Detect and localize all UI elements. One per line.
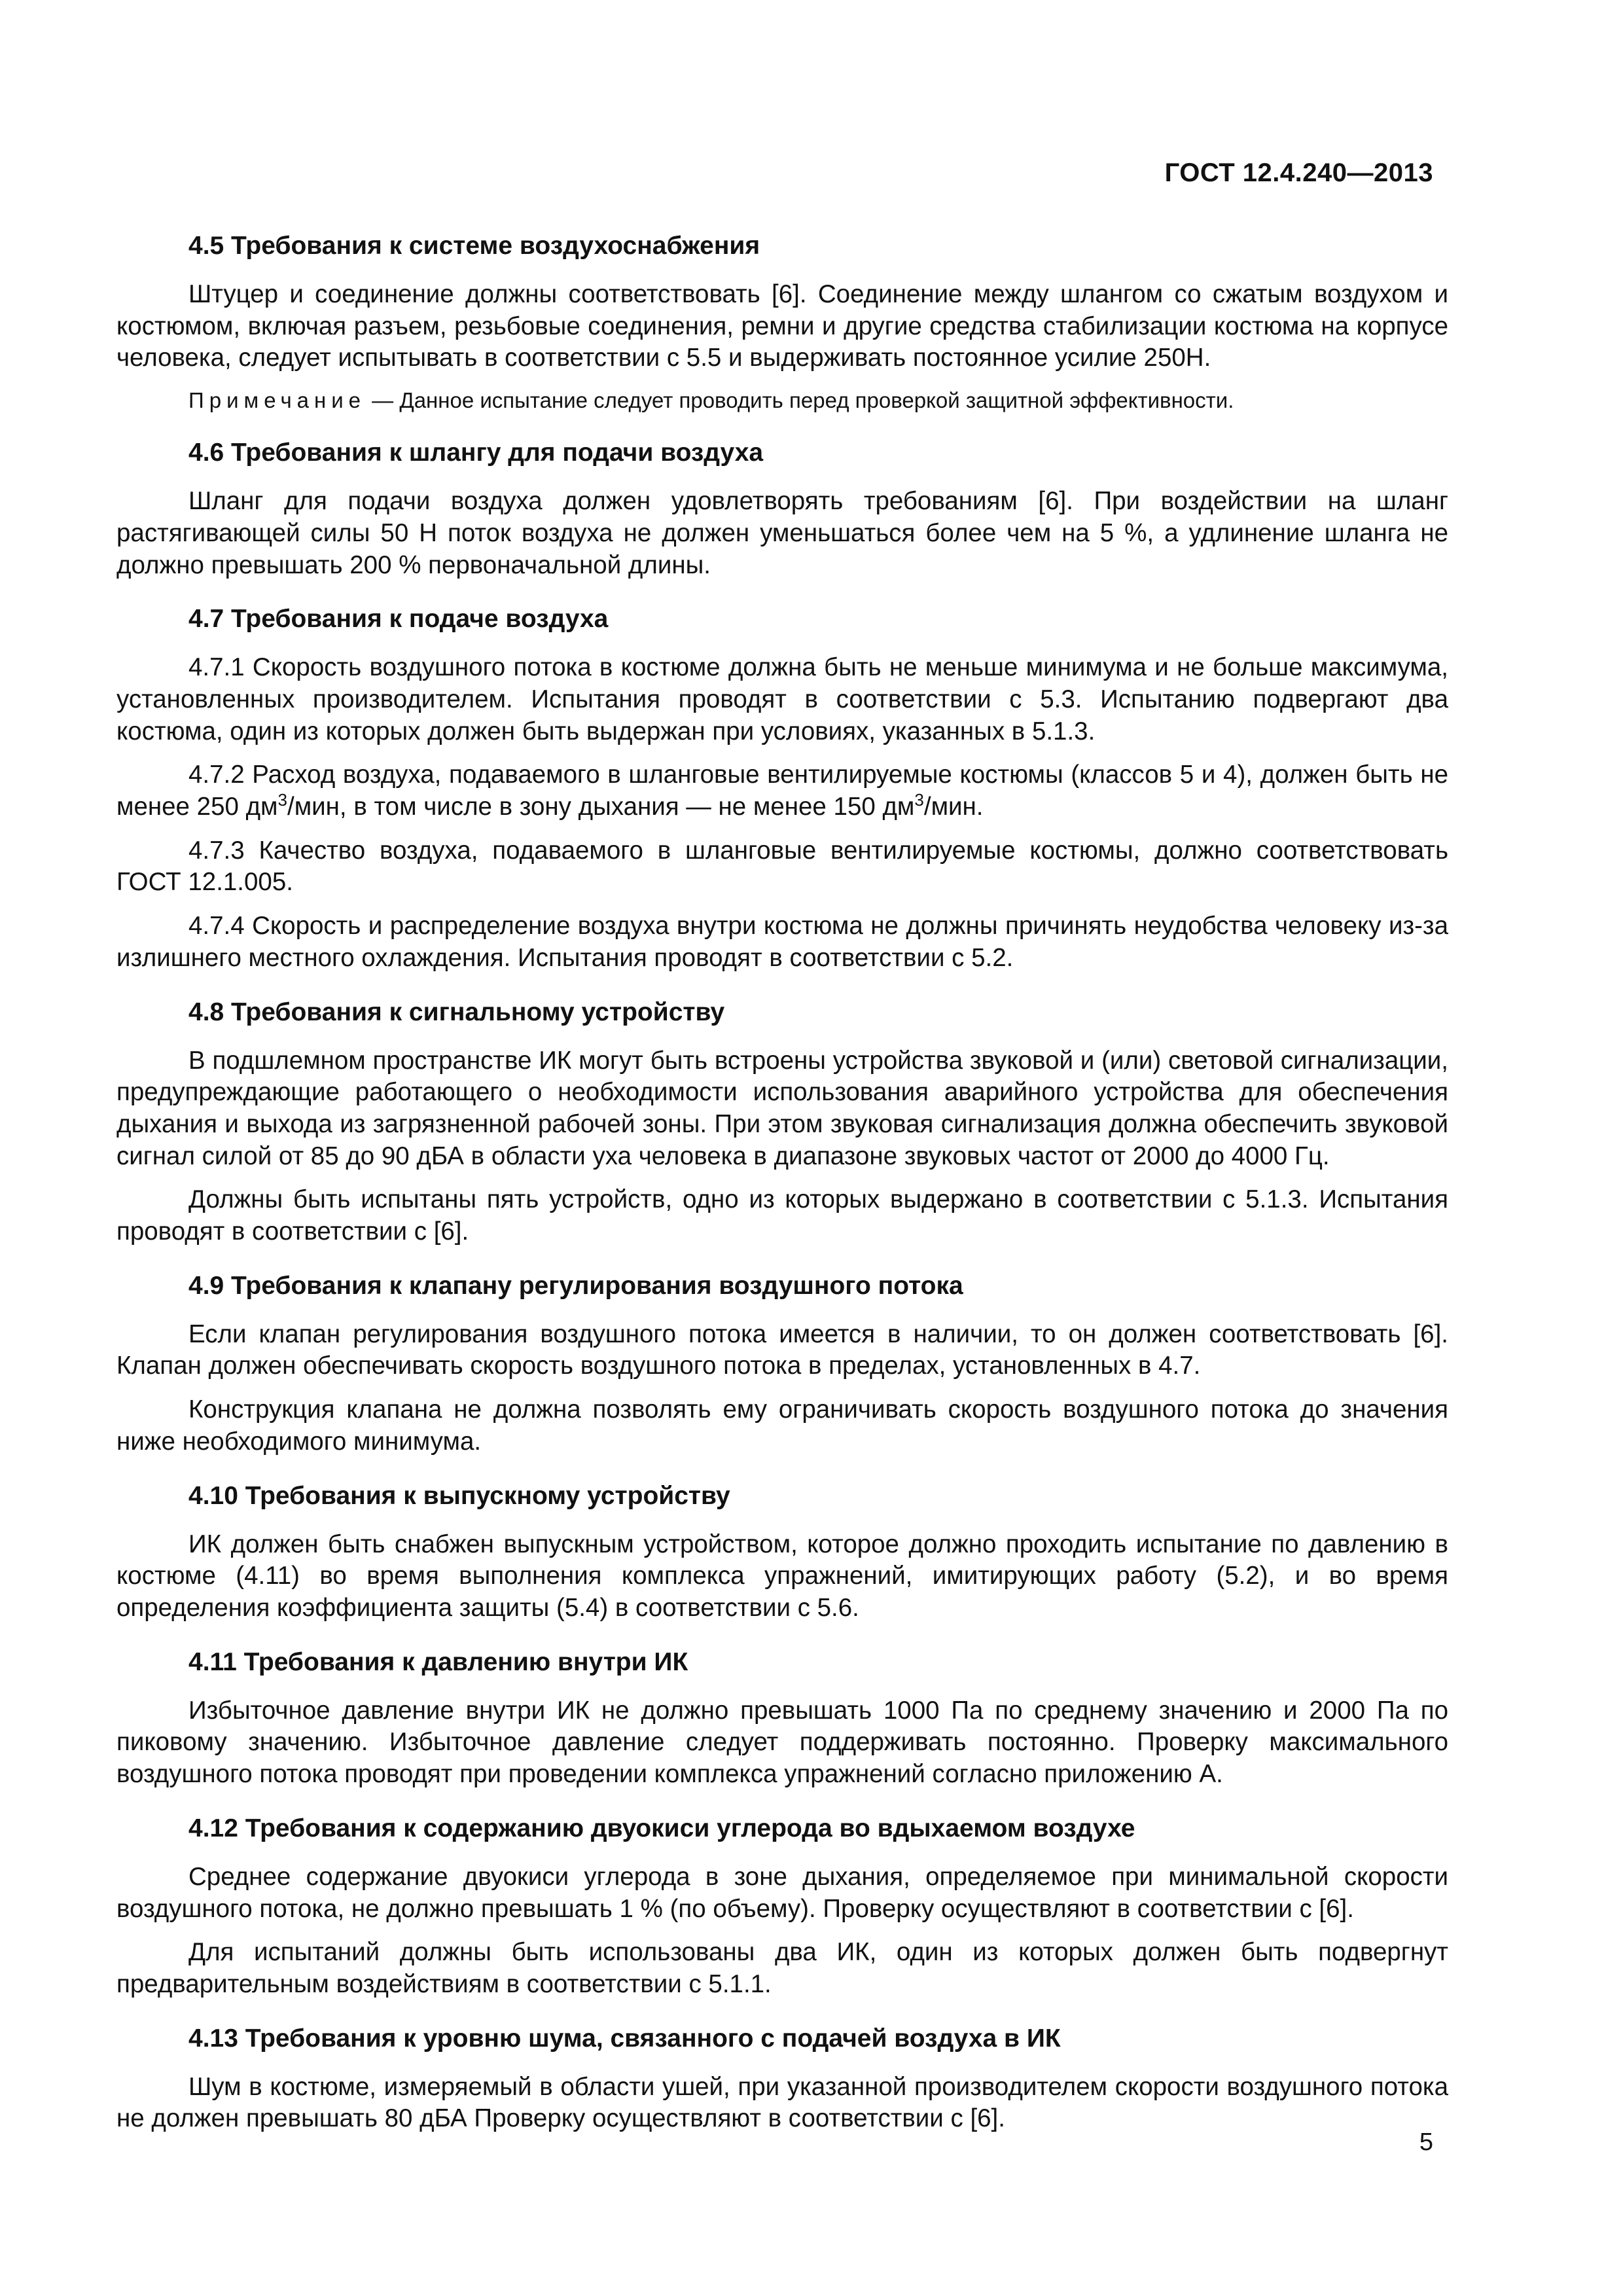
page-number: 5 xyxy=(1419,2128,1433,2156)
section-4-12 xyxy=(116,1813,1448,2001)
paragraph: 4.7.4 Скорость и распределение воздуха внутри костюма не должны причинять неудобства человеку из-за излишнего местного охлаждения. Испытания проводят в соответствии с 5.2. xyxy=(116,912,1448,972)
section-4-10 xyxy=(116,1480,1448,1624)
paragraph xyxy=(116,759,1448,823)
paragraph-part: /мин, в том числе в зону дыхания — не менее 150 дм xyxy=(287,793,915,821)
paragraph: Если клапан регулирования воздушного потока имеется в наличии, то он должен соответствовать [6]. Клапан должен обеспечивать скорость воздушного потока в пределах, установленных в 4.7. xyxy=(116,1319,1448,1380)
section-heading: 4.5 Требования к системе воздухоснабжения xyxy=(188,232,760,260)
paragraph: 4.7.1 Скорость воздушного потока в костюме должна быть не меньше минимума и не больше максимума, установленных производителем. Испытания проводят в соответствии с 5.3. Испытанию подвергают два костюма, один из которых должен быть выдержан при условиях, указанных в 5.1.3. xyxy=(116,653,1448,745)
section-4-9 xyxy=(116,1270,1448,1458)
paragraph: Шланг для подачи воздуха должен удовлетворять требованиям [6]. При воздействии на шланг растягивающей силы 50 Н поток воздуха не должен уменьшаться более чем на 5 %, а удлинение шланга не должно превышать 200 % первоначальной длины. xyxy=(116,487,1448,579)
note xyxy=(116,386,1448,415)
paragraph: Среднее содержание двуокиси углерода в зоне дыхания, определяемое при минимальной скорости воздушного потока, не должно превышать 1 % (по объему). Проверку осуществляют в соответствии с [6]. xyxy=(116,1862,1448,1923)
paragraph: В подшлемном пространстве ИК могут быть встроены устройства звуковой и (или) световой сигнализации, предупреждающие работающего о необходимости использования аварийного устройства для обеспечения дыхания и выхода из загрязненной рабочей зоны. При этом звуковая сигнализация должна обеспечить звуковой сигнал силой от 85 до 90 дБА в области уха человека в диапазоне звуковых частот от 2000 до 4000 Гц. xyxy=(116,1046,1448,1170)
paragraph: Шум в костюме, измеряемый в области ушей, при указанной производителем скорости воздушного потока не должен превышать 80 дБА Проверку осуществляют в соответствии с [6]. xyxy=(116,2072,1448,2133)
section-4-13 xyxy=(116,2023,1448,2135)
paragraph: Для испытаний должны быть использованы два ИК, один из которых должен быть подвергнут предварительным воздействиям в соответствии с 5.1.1. xyxy=(116,1938,1448,1998)
section-heading: 4.13 Требования к уровню шума, связанного с подачей воздуха в ИК xyxy=(188,2024,1061,2053)
superscript: 3 xyxy=(914,790,924,810)
paragraph: ИК должен быть снабжен выпускным устройством, которое должно проходить испытание по давлению в костюме (4.11) во время выполнения комплекса упражнений, имитирующих работу (5.2), и во время определения коэффициента защиты (5.4) в соответствии с 5.6. xyxy=(116,1530,1448,1622)
section-heading: 4.7 Требования к подаче воздуха xyxy=(188,605,609,634)
section-4-6 xyxy=(116,437,1448,581)
paragraph: Избыточное давление внутри ИК не должно превышать 1000 Па по среднему значению и 2000 Па по пиковому значению. Избыточное давление следует поддерживать постоянно. Проверку максимального воздушного потока проводят при проведении комплекса упражнений согласно приложению А. xyxy=(116,1696,1448,1789)
superscript: 3 xyxy=(277,790,287,810)
paragraph-part: /мин. xyxy=(923,793,984,821)
document-body xyxy=(116,230,1448,2157)
note-label: Примечание xyxy=(188,388,366,413)
note-text: — Данное испытание следует проводить перед проверкой защитной эффективности. xyxy=(366,388,1234,413)
paragraph: 4.7.3 Качество воздуха, подаваемого в шланговые вентилируемые костюмы, должно соответствовать ГОСТ 12.1.005. xyxy=(116,836,1448,897)
section-heading: 4.6 Требования к шлангу для подачи воздуха xyxy=(188,439,764,467)
section-heading: 4.9 Требования к клапану регулирования воздушного потока xyxy=(188,1271,963,1300)
section-4-7 xyxy=(116,603,1448,974)
section-heading: 4.12 Требования к содержанию двуокиси углерода во вдыхаемом воздухе xyxy=(188,1814,1135,1842)
paragraph-part: 4.7.2 Расход воздуха, подаваемого в шланговые вентилируемые костюмы (классов 5 и 4), должен быть не менее 250 дм xyxy=(116,761,1448,821)
paragraph: Должны быть испытаны пять устройств, одно из которых выдержано в соответствии с 5.1.3. Испытания проводят в соответствии с [6]. xyxy=(116,1185,1448,1246)
section-heading: 4.10 Требования к выпускному устройству xyxy=(188,1481,730,1510)
section-heading: 4.8 Требования к сигнальному устройству xyxy=(188,997,725,1026)
paragraph: Конструкция клапана не должна позволять ему ограничивать скорость воздушного потока до значения ниже необходимого минимума. xyxy=(116,1395,1448,1456)
section-4-5 xyxy=(116,230,1448,415)
section-4-11 xyxy=(116,1647,1448,1791)
paragraph: Штуцер и соединение должны соответствовать [6]. Соединение между шлангом со сжатым воздухом и костюмом, включая разъем, резьбовые соединения, ремни и другие средства стабилизации костюма на корпусе человека, следует испытывать в соответствии с 5.5 и выдерживать постоянное усилие 250Н. xyxy=(116,280,1448,372)
section-4-8 xyxy=(116,997,1448,1248)
section-heading: 4.11 Требования к давлению внутри ИК xyxy=(188,1647,688,1676)
standard-id-header: ГОСТ 12.4.240—2013 xyxy=(1164,158,1433,187)
